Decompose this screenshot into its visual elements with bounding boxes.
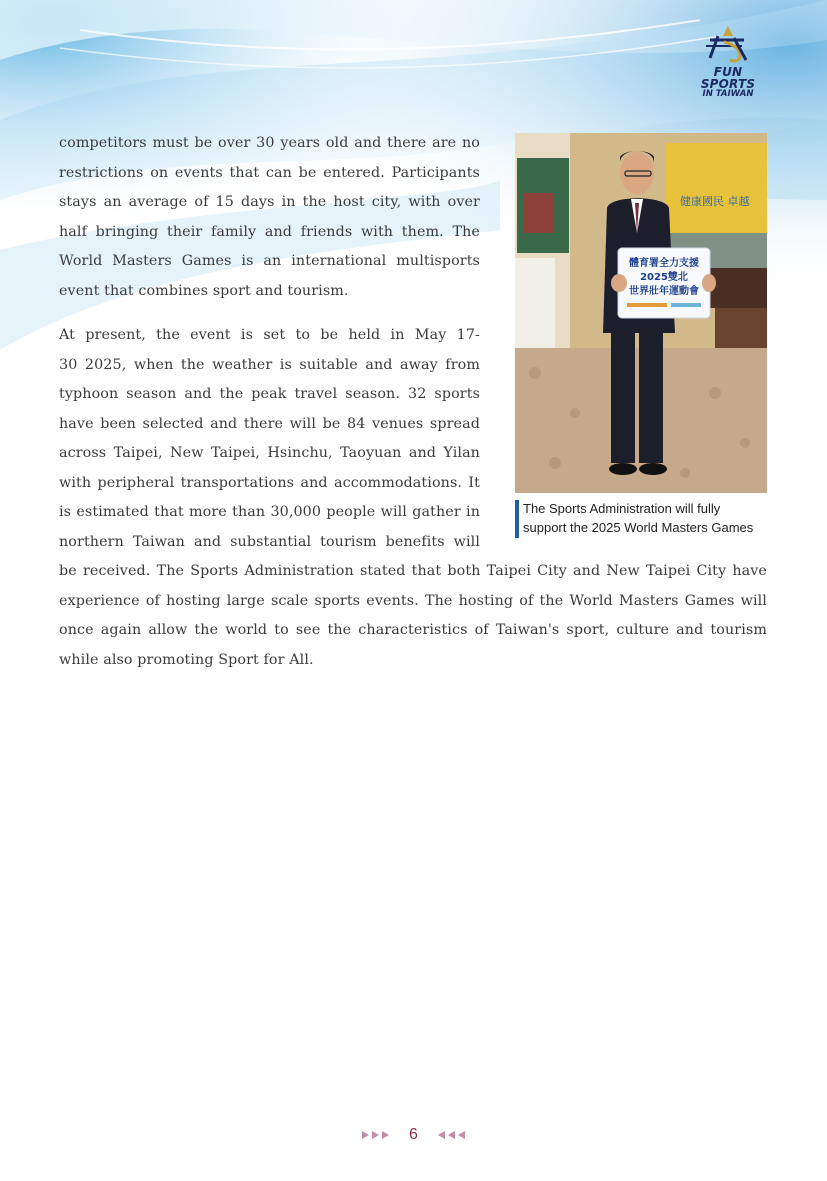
text-line: half bringing their family and friends with them. The [59,223,480,240]
text-line: while also promoting Sport for All. [59,651,314,668]
left-arrows-icon [435,1130,465,1140]
article-photo [515,133,767,493]
backdrop-text: 健康國民 卓越 [680,195,750,208]
caption-accent-bar [515,500,519,538]
article-paragraph-2-continued [59,557,767,675]
sign-line-2: 2025雙北 [640,272,688,283]
sign-line-3: 世界壯年運動會 [629,286,699,297]
photo-caption [523,500,775,537]
caption-line: support the 2025 World Masters Games [523,519,754,535]
text-line: typhoon season and the peak travel season. 32 sports [59,386,480,402]
page-footer [0,1124,827,1148]
article-paragraph-1 [59,129,480,306]
text-line: event that combines sport and tourism. [59,282,349,299]
article-paragraph-2 [59,321,480,557]
text-line: World Masters Games is an international multisports [59,253,480,269]
text-line: with peripheral transportations and accommodations. It [59,474,480,491]
text-line: 30 2025, when the weather is suitable and away from [59,356,480,373]
text-line: is estimated that more than 30,000 people will gather in [59,504,480,520]
text-line: competitors must be over 30 years old and there are no [59,135,480,151]
text-line: restrictions on events that can be entered. Participants [59,164,480,181]
sign-line-1: 體育署全力支援 [629,258,699,269]
fun-sports-logo-icon [704,24,752,64]
text-line: experience of hosting large scale sports events. The hosting of the World Masters Games will [59,592,767,609]
fun-sports-logo [686,24,770,99]
text-line: have been selected and there will be 84 venues spread [59,415,480,432]
text-line: across Taipei, New Taipei, Hsinchu, Taoyuan and Yilan [59,445,480,461]
logo-subtitle: IN TAIWAN [702,89,754,99]
text-line: once again allow the world to see the characteristics of Taiwan's sport, culture and tourism [59,622,767,638]
caption-line: The Sports Administration will fully [523,501,721,516]
page-number: 6 [409,1125,418,1143]
text-line: stays an average of 15 days in the host city, with over [59,194,480,210]
text-line: be received. The Sports Administration stated that both Taipei City and New Taipei City have [59,563,767,579]
logo-title: FUN SPORTS [700,65,756,91]
text-line: northern Taiwan and substantial tourism benefits will [59,533,480,550]
right-arrows-icon [362,1130,392,1140]
text-line: At present, the event is set to be held in May 17- [59,327,480,343]
photo-official-with-sign [515,133,767,493]
